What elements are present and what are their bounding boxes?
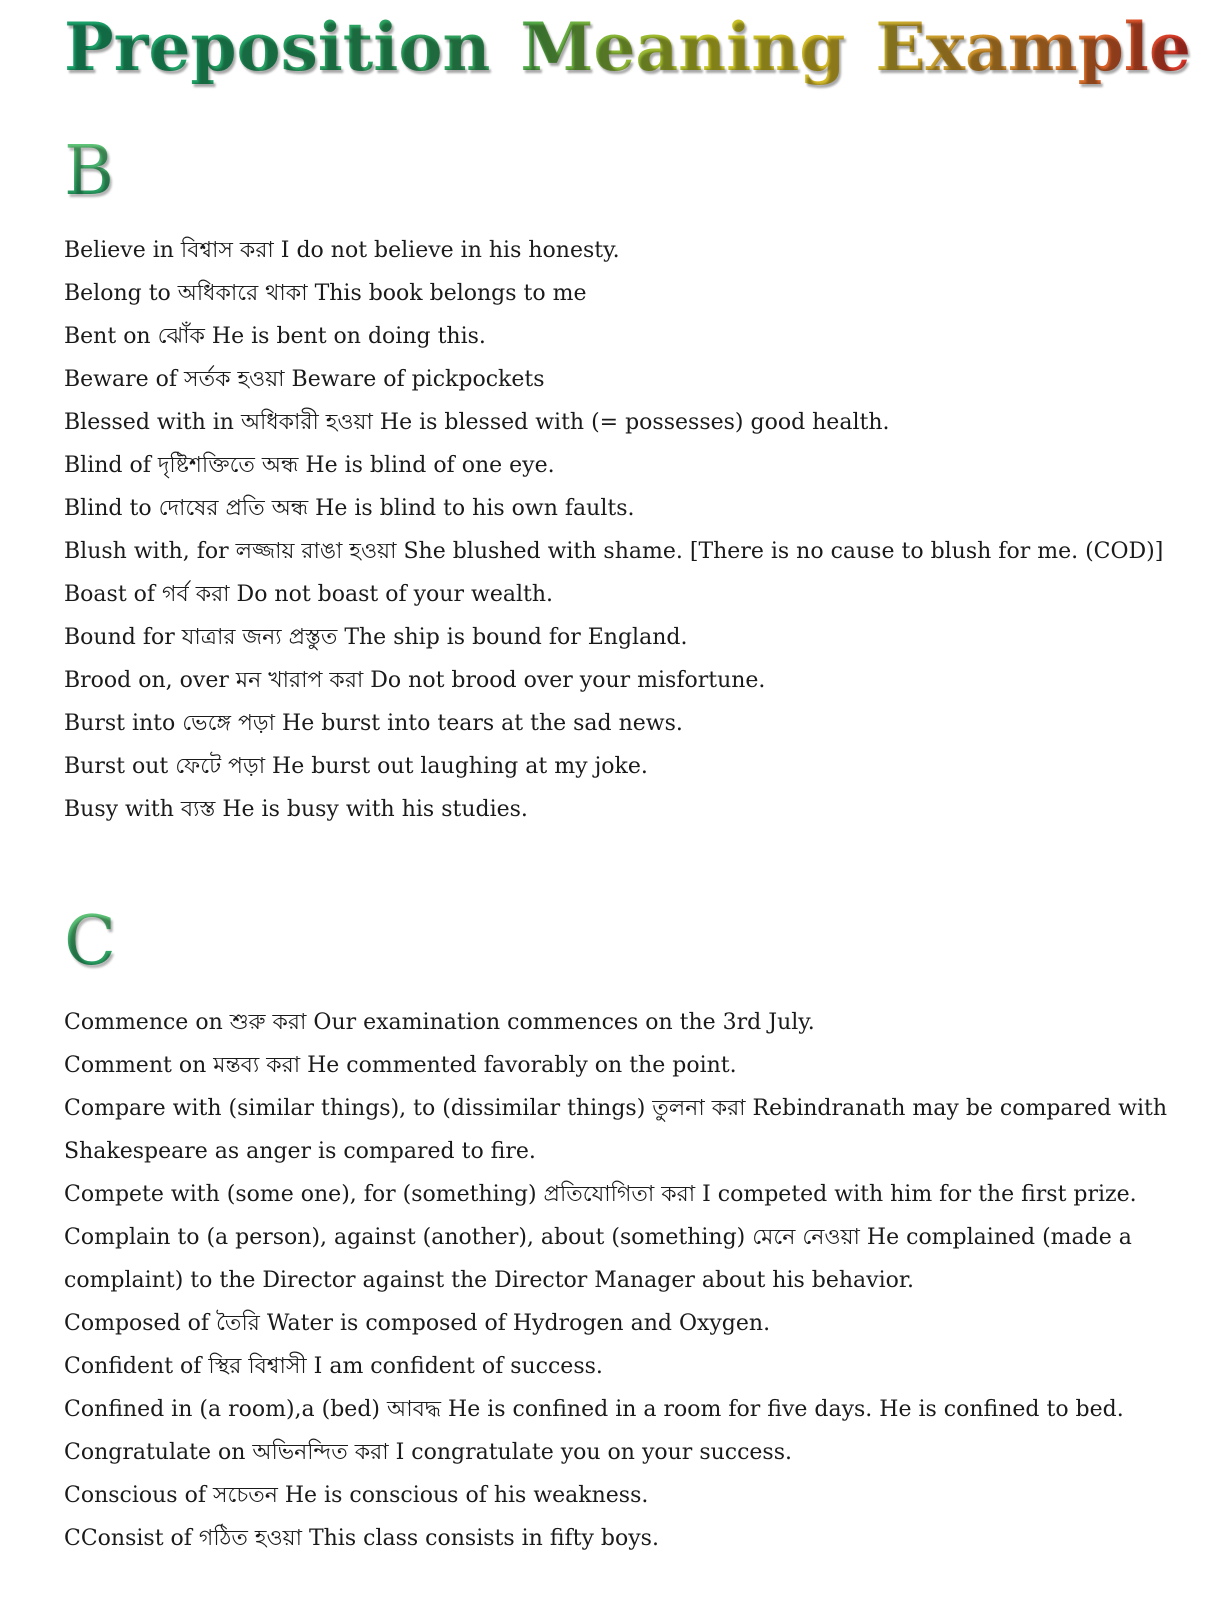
title-word-preposition: Preposition — [64, 8, 491, 86]
list-item: Boast of গর্ব করা Do not boast of your wealth. — [64, 582, 553, 607]
list-item: Shakespeare as anger is compared to fire. — [64, 1139, 536, 1164]
section-heading-b: B — [64, 132, 114, 211]
list-item: Beware of সর্তক হওয়া Beware of pickpockets — [64, 367, 545, 392]
list-item: Compare with (similar things), to (dissimilar things) তুলনা করা Rebindranath may be compared with — [64, 1096, 1168, 1121]
section-b-list — [64, 229, 1204, 831]
list-item: Blind to দোষের প্রতি অন্ধ He is blind to his own faults. — [64, 496, 635, 521]
list-item: Bent on ঝোঁক He is bent on doing this. — [64, 324, 486, 349]
list-item: Blush with, for লজ্জায় রাঙা হওয়া She blushed with shame. [There is no cause to blush for me. (COD)] — [64, 539, 1164, 564]
list-item: Confident of স্থির বিশ্বাসী I am confident of success. — [64, 1354, 603, 1379]
section-c-list — [64, 1001, 1204, 1560]
list-item: Blind of দৃষ্টিশক্তিতে অন্ধ He is blind of one eye. — [64, 453, 555, 478]
list-item: Burst out ফেটে পড়া He burst out laughing at my joke. — [64, 754, 648, 779]
list-item: Believe in বিশ্বাস করা I do not believe in his honesty. — [64, 238, 620, 263]
list-item: Composed of তৈরি Water is composed of Hydrogen and Oxygen. — [64, 1311, 771, 1336]
list-item: Compete with (some one), for (something) প্রতিযোগিতা করা I competed with him for the first prize. — [64, 1182, 1137, 1207]
list-item: Comment on মন্তব্য করা He commented favorably on the point. — [64, 1053, 737, 1078]
list-item: Bound for যাত্রার জন্য প্রস্তুত The ship is bound for England. — [64, 625, 688, 650]
list-item: Confined in (a room),a (bed) আবদ্ধ He is confined in a room for five days. He is confined to bed. — [64, 1397, 1124, 1422]
list-item: Brood on, over মন খারাপ করা Do not brood over your misfortune. — [64, 668, 766, 693]
section-heading-c: C — [64, 902, 117, 981]
page-title — [64, 2, 1191, 92]
list-item: Busy with ব্যস্ত He is busy with his studies. — [64, 797, 528, 822]
list-item: CConsist of গঠিত হওয়া This class consists in fifty boys. — [64, 1526, 659, 1551]
title-word-meaning: Meaning — [520, 8, 846, 86]
list-item: Congratulate on অভিনন্দিত করা I congratulate you on your success. — [64, 1440, 793, 1465]
title-word-example: Example — [875, 8, 1191, 86]
list-item: Burst into ভেঙ্গে পড়া He burst into tears at the sad news. — [64, 711, 683, 736]
list-item: Conscious of সচেতন He is conscious of his weakness. — [64, 1483, 649, 1508]
list-item: Belong to অধিকারে থাকা This book belongs to me — [64, 281, 587, 306]
list-item: complaint) to the Director against the Director Manager about his behavior. — [64, 1268, 914, 1293]
list-item: Blessed with in অধিকারী হওয়া He is blessed with (= possesses) good health. — [64, 410, 890, 435]
list-item: Complain to (a person), against (another), about (something) মেনে নেওয়া He complained (made a — [64, 1225, 1132, 1250]
list-item: Commence on শুরু করা Our examination commences on the 3rd July. — [64, 1010, 815, 1035]
